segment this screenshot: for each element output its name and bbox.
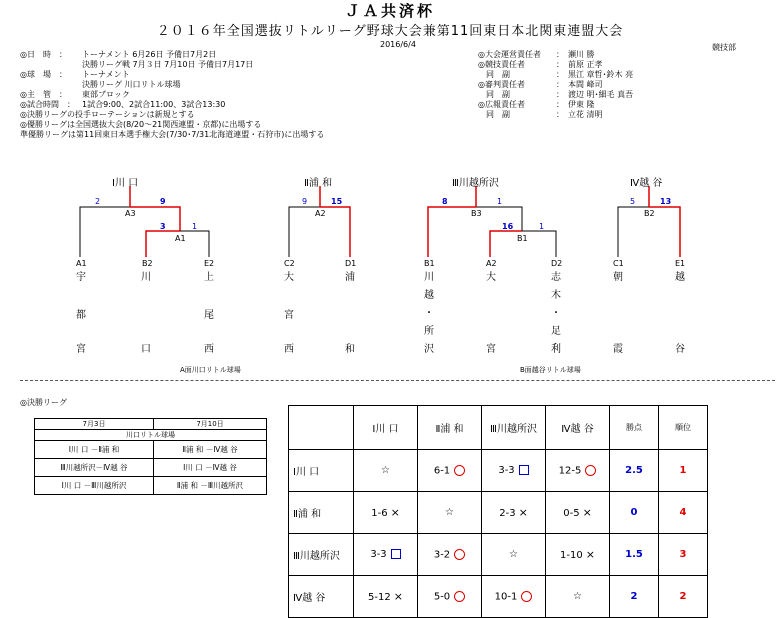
table-row [289, 450, 708, 492]
team-char: 口 [141, 344, 151, 355]
row-team: Ⅲ川越所沢 [289, 534, 354, 576]
team-char: 大 [284, 272, 294, 283]
column-header: Ⅰ川 口 [354, 406, 418, 450]
result-cell: 2-3 × [482, 492, 546, 534]
team-char: 尾 [204, 310, 214, 321]
team-char: 朝 [613, 272, 623, 283]
score-label: 5 [630, 197, 636, 206]
result-cell: ☆ [418, 492, 482, 534]
staff-line: ◎大会運営責任者 ： 瀬川 勝 [478, 50, 595, 59]
schedule-match: Ⅰ川 口 －Ⅱ浦 和 [35, 441, 154, 459]
team-char: 上 [204, 272, 214, 283]
draw-mark-icon [391, 549, 401, 559]
seed-code: D2 [551, 259, 563, 268]
team-char: ・ [551, 308, 561, 319]
rank-cell: 3 [659, 534, 708, 576]
loss-mark-icon: × [585, 548, 595, 561]
rank-cell: 4 [659, 492, 708, 534]
win-mark-icon [454, 465, 465, 476]
publish-date: 2016/6/4 [380, 40, 416, 49]
team-char: 霞 [613, 344, 623, 355]
info-line: 決勝リーグ戦 7月３日 7月10日 予備日7月17日 [82, 60, 254, 69]
column-header: 勝点 [610, 406, 659, 450]
draw-mark-icon [519, 465, 529, 475]
row-team: Ⅳ越 谷 [289, 576, 354, 618]
team-char: 越 [675, 272, 685, 283]
staff-line: 同 副 ： 立花 清明 [478, 110, 603, 119]
result-cell: 12-5 [546, 450, 610, 492]
seed-code: A2 [486, 259, 497, 268]
score-label: 1 [497, 197, 503, 206]
points-cell: 1.5 [610, 534, 659, 576]
row-team: Ⅰ川 口 [289, 450, 354, 492]
loss-mark-icon: × [518, 506, 528, 519]
result-cell: 6-1 [418, 450, 482, 492]
section-divider [20, 380, 775, 381]
team-char: 浦 [345, 272, 355, 283]
result-cell: 1-10 × [546, 534, 610, 576]
seed-code: A1 [76, 259, 87, 268]
points-cell: 2 [610, 576, 659, 618]
game-code: A2 [315, 209, 326, 218]
group-title: Ⅰ川 口 [112, 178, 139, 189]
score-label: 1 [192, 222, 198, 231]
team-char: 川 [424, 272, 434, 283]
win-mark-icon [454, 591, 465, 602]
venue-label: A面川口リトル球場 [180, 366, 241, 374]
schedule-match: Ⅲ川越所沢－Ⅳ越 谷 [35, 459, 154, 477]
group-title: Ⅳ越 谷 [630, 178, 663, 189]
seed-code: C2 [284, 259, 295, 268]
schedule-venue: 川口リトル球場 [35, 430, 267, 441]
team-char: 谷 [675, 344, 685, 355]
schedule-match: Ⅱ浦 和 －Ⅲ川越所沢 [154, 477, 267, 495]
score-label: 13 [660, 197, 672, 206]
venue-label: B面越谷リトル球場 [520, 366, 581, 374]
staff-line: ◎競技責任者 ： 前原 正孝 [478, 60, 603, 69]
column-header: Ⅳ越 谷 [546, 406, 610, 450]
result-cell: 3-3 [482, 450, 546, 492]
group-title: Ⅲ川越所沢 [452, 178, 499, 189]
team-char: 宮 [284, 310, 294, 321]
result-cell: ☆ [354, 450, 418, 492]
table-row [289, 576, 708, 618]
group-title: Ⅱ浦 和 [304, 178, 333, 189]
staff-line: ◎広報責任者 ： 伊東 隆 [478, 100, 595, 109]
schedule-match: Ⅱ浦 和 －Ⅳ越 谷 [154, 441, 267, 459]
team-char: 都 [76, 310, 86, 321]
info-line: ◎球 場 ： トーナメント [20, 70, 130, 79]
score-label: 3 [160, 222, 166, 231]
info-line: ◎主 管 ： 東部ブロック [20, 90, 130, 99]
result-cell: 0-5 × [546, 492, 610, 534]
team-char: 所 [424, 326, 434, 337]
win-mark-icon [454, 549, 465, 560]
seed-code: E2 [204, 259, 215, 268]
result-cell: 3-3 [354, 534, 418, 576]
seed-code: B1 [424, 259, 435, 268]
score-label: 8 [442, 197, 448, 206]
win-mark-icon [521, 591, 532, 602]
game-code: B2 [644, 209, 655, 218]
loss-mark-icon: × [390, 506, 400, 519]
team-char: 西 [204, 344, 214, 355]
subtitle: ２０１６年全国選抜リトルリーグ野球大会兼第11回東日本北関東連盟大会 [156, 24, 624, 39]
team-char: 志 [551, 272, 561, 283]
game-code: B3 [471, 209, 482, 218]
info-line: ◎試合時間 ： 1試合9:00、2試合11:00、3試合13:30 [20, 100, 226, 109]
win-mark-icon [585, 465, 596, 476]
loss-mark-icon: × [582, 506, 592, 519]
game-code: B1 [517, 234, 528, 243]
column-header: 順位 [659, 406, 708, 450]
points-cell: 0 [610, 492, 659, 534]
organizer: 競技部 [712, 43, 736, 52]
staff-line: 同 副 ： 渡辺 明･細毛 真吾 [478, 90, 634, 99]
result-cell: 5-0 [418, 576, 482, 618]
seed-code: C1 [613, 259, 624, 268]
rank-cell: 2 [659, 576, 708, 618]
seed-code: E1 [675, 259, 686, 268]
result-cell: ☆ [546, 576, 610, 618]
info-line: 決勝リーグ 川口リトル球場 [82, 80, 181, 89]
league-table [288, 405, 708, 618]
team-char: ・ [424, 308, 434, 319]
final-league-title: ◎決勝リーグ [20, 398, 67, 407]
team-char: 宮 [486, 344, 496, 355]
schedule-match: Ⅰ川 口 －Ⅳ越 谷 [154, 459, 267, 477]
team-char: 利 [551, 344, 561, 355]
result-cell: 5-12 × [354, 576, 418, 618]
score-label: 9 [160, 197, 166, 206]
team-char: 川 [141, 272, 151, 283]
rank-cell: 1 [659, 450, 708, 492]
loss-mark-icon: × [393, 590, 403, 603]
schedule-match: Ⅰ川 口 －Ⅲ川越所沢 [35, 477, 154, 495]
info-line: 準優勝リーグは第11回東日本選手権大会(7/30･7/31北海道連盟・石狩市)に出場する [20, 130, 325, 139]
team-char: 沢 [424, 344, 434, 355]
seed-code: B2 [142, 259, 153, 268]
team-char: 木 [551, 290, 561, 301]
column-header: Ⅲ川越所沢 [482, 406, 546, 450]
team-char: 越 [424, 290, 434, 301]
info-line: ◎決勝リーグの投手ローテーションは新規とする [20, 110, 195, 119]
points-cell: 2.5 [610, 450, 659, 492]
team-char: 宮 [76, 344, 86, 355]
game-code: A3 [125, 209, 136, 218]
schedule-table [34, 418, 267, 495]
team-char: 西 [284, 344, 294, 355]
schedule-date: 7月3日 [35, 419, 154, 430]
team-char: 宇 [76, 272, 86, 283]
score-label: 15 [331, 197, 343, 206]
team-char: 大 [486, 272, 496, 283]
info-line: ◎優勝リーグは全国選抜大会(8/20～21関西連盟・京都)に出場する [20, 120, 262, 129]
score-label: 9 [302, 197, 308, 206]
game-code: A1 [175, 234, 186, 243]
score-label: 16 [502, 222, 514, 231]
info-line: ◎日 時 ： トーナメント 6月26日 予備日7月2日 [20, 50, 217, 59]
result-cell: 3-2 [418, 534, 482, 576]
staff-line: 同 副 ： 黒江 章哲･鈴木 亮 [478, 70, 634, 79]
staff-line: ◎審判責任者 ： 本間 峰司 [478, 80, 603, 89]
row-team: Ⅱ浦 和 [289, 492, 354, 534]
score-label: 2 [95, 197, 101, 206]
team-char: 和 [345, 344, 355, 355]
corner-cell [289, 406, 354, 450]
team-char: 足 [551, 326, 561, 337]
result-cell: 10-1 [482, 576, 546, 618]
result-cell: 1-6 × [354, 492, 418, 534]
column-header: Ⅱ浦 和 [418, 406, 482, 450]
score-label: 1 [539, 222, 545, 231]
result-cell: ☆ [482, 534, 546, 576]
seed-code: D1 [345, 259, 357, 268]
main-title: ＪＡ共済杯 [344, 2, 435, 20]
schedule-date: 7月10日 [154, 419, 267, 430]
table-row [289, 534, 708, 576]
table-row [289, 492, 708, 534]
